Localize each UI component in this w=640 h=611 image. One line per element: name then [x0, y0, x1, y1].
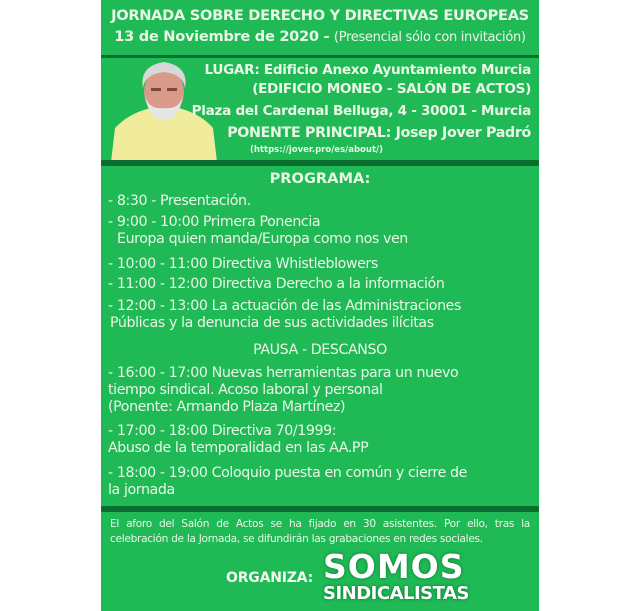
- programa-item-line: - 11:00 - 12:00 Directiva Derecho a la información: [108, 276, 445, 292]
- programa-item-line: tiempo sindical. Acoso laboral y personal: [108, 382, 383, 398]
- programa-item: [108, 256, 378, 273]
- programa-item: [108, 365, 458, 416]
- venue-line-1: LUGAR: Edificio Anexo Ayuntamiento Murcia: [204, 62, 531, 78]
- venue-line-2: (EDIFICIO MONEO - SALÓN DE ACTOS): [252, 81, 531, 97]
- separator: [101, 506, 539, 512]
- programa-item: [108, 276, 444, 293]
- speaker-url[interactable]: (https://jover.pro/es/about/): [250, 145, 383, 155]
- programa-item-line: - 12:00 - 13:00 La actuación de las Administraciones: [108, 298, 461, 314]
- programa-heading: PROGRAMA:: [269, 170, 371, 187]
- event-date-note: (Presencial sólo con invitación): [333, 30, 526, 45]
- programa-item-line: - 18:00 - 19:00 Coloquio puesta en común y cierre de: [108, 465, 467, 481]
- programa-item: [108, 193, 251, 210]
- programa-item-line: Europa quien manda/Europa como nos ven: [117, 231, 408, 247]
- programa-item-line: Públicas y la denuncia de sus actividades ilícitas: [110, 315, 434, 331]
- event-date-text: 13 de Noviembre de 2020 -: [114, 28, 330, 45]
- programa-item-line: - 10:00 - 11:00 Directiva Whistleblowers: [108, 256, 378, 272]
- programa-item: [108, 298, 461, 332]
- programa-item-line: - 16:00 - 17:00 Nuevas herramientas para un nuevo: [108, 365, 459, 381]
- somos-logo-bottom: SINDICALISTAS: [323, 583, 469, 604]
- capacity-note: El aforo del Salón de Actos se ha fijado en 30 asistentes. Por ello, tras la celebración de la Jornada, se difundirán las grabaciones en redes sociales.: [110, 518, 530, 545]
- programa-item-line: Abuso de la temporalidad en las AA.PP: [108, 440, 369, 456]
- programa-item: [108, 423, 368, 457]
- programa-item: [108, 214, 408, 248]
- programa-item-line: (Ponente: Armando Plaza Martínez): [108, 399, 346, 415]
- programa-item-line: - 17:00 - 18:00 Directiva 70/1999:: [108, 423, 337, 439]
- programa-item: [108, 465, 467, 499]
- separator: [101, 160, 539, 166]
- programa-item-line: - 9:00 - 10:00 Primera Ponencia: [108, 214, 321, 230]
- event-title: JORNADA SOBRE DERECHO Y DIRECTIVAS EUROPEAS: [111, 7, 529, 24]
- programa-item-line: - 8:30 - Presentación.: [108, 193, 251, 209]
- pause-label: PAUSA - DESCANSO: [253, 342, 387, 358]
- speaker-name: PONENTE PRINCIPAL: Josep Jover Padró: [227, 125, 531, 141]
- programa-item-line: la jornada: [108, 482, 175, 498]
- somos-logo-top: SOMOS: [323, 547, 465, 586]
- event-poster: [101, 0, 539, 611]
- venue-address: Plaza del Cardenal Belluga, 4 - 30001 - Murcia: [191, 103, 531, 119]
- event-date: [101, 28, 539, 45]
- organiza-label: ORGANIZA:: [226, 570, 313, 586]
